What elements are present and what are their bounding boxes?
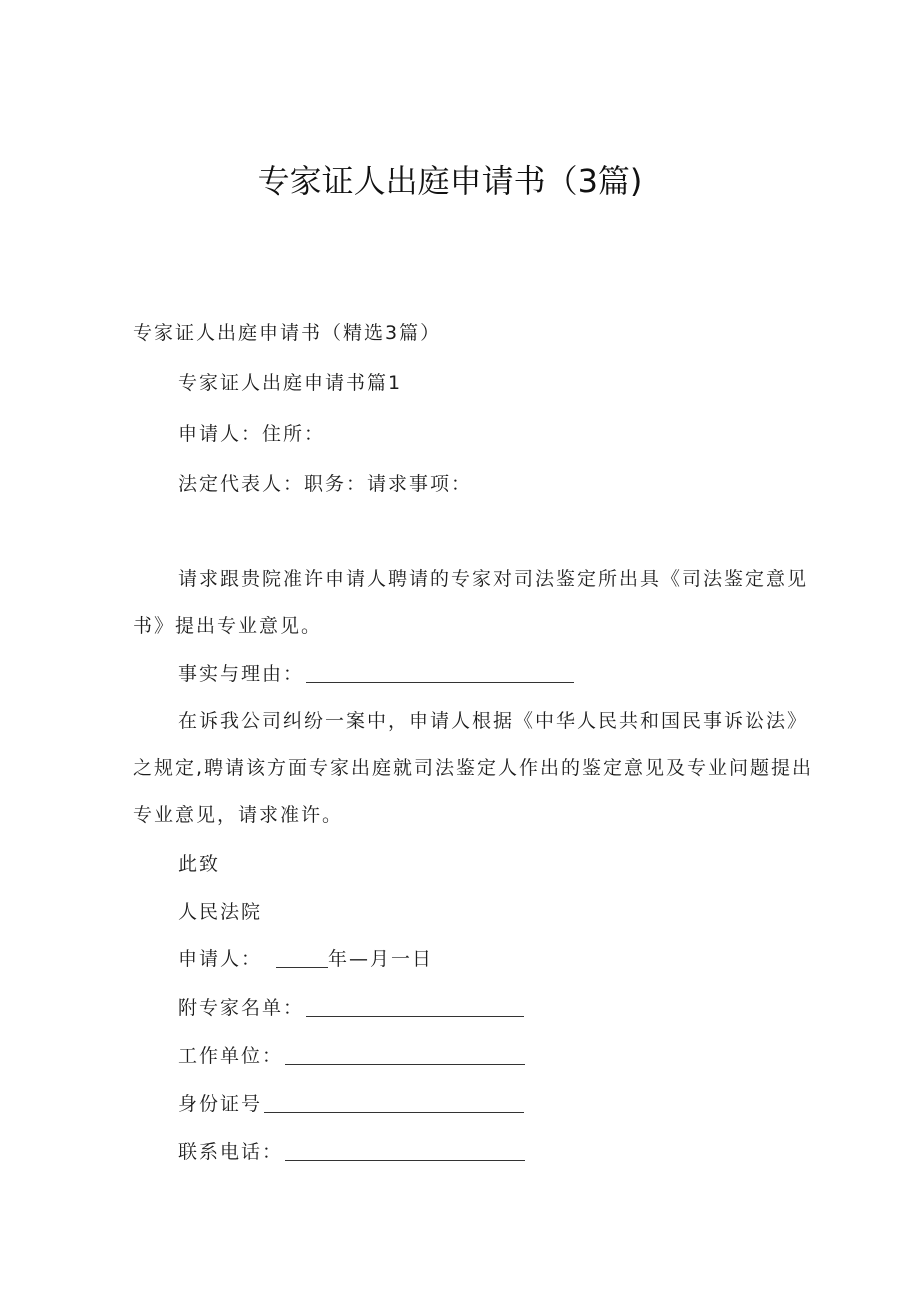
- work-unit-field: [178, 1041, 525, 1068]
- court-name: 人民法院: [178, 901, 263, 923]
- reason-paragraph-line-1: 在诉我公司纠纷一案中，申请人根据《中华人民共和国民事诉讼法》: [178, 710, 809, 732]
- section-heading: 专家证人出庭申请书篇1: [178, 372, 403, 394]
- id-label: 身份证号: [178, 1093, 263, 1115]
- signature-date-line: [178, 944, 433, 971]
- legal-representative-line: 法定代表人：职务：请求事项：: [178, 473, 473, 495]
- expert-list-field: [178, 993, 524, 1020]
- facts-blank-line: [306, 681, 574, 683]
- request-paragraph-line-2: 书》提出专业意见。: [133, 615, 323, 637]
- expert-list-blank-line: [306, 1015, 524, 1017]
- reason-paragraph-line-2: 之规定,聘请该方面专家出庭就司法鉴定人作出的鉴定意见及专业问题提出: [133, 757, 814, 779]
- phone-field: [178, 1137, 525, 1164]
- document-subtitle: 专家证人出庭申请书（精选3篇）: [133, 322, 442, 344]
- closing-salutation: 此致: [178, 853, 221, 875]
- request-paragraph-line-1: 请求跟贵院准许申请人聘请的专家对司法鉴定所出具《司法鉴定意见: [178, 568, 809, 590]
- sign-label: 申请人：: [178, 948, 263, 970]
- expert-list-label: 附专家名单：: [178, 997, 305, 1019]
- facts-and-reasons-field: [178, 659, 574, 686]
- work-unit-label: 工作单位：: [178, 1045, 284, 1067]
- signature-blank-line: [276, 966, 328, 968]
- id-number-field: [178, 1089, 524, 1116]
- facts-label: 事实与理由：: [178, 663, 305, 685]
- reason-paragraph-line-3: 专业意见，请求准许。: [133, 804, 344, 826]
- applicant-line: 申请人：住所：: [178, 423, 326, 445]
- phone-label: 联系电话：: [178, 1141, 284, 1163]
- id-blank-line: [264, 1111, 524, 1113]
- phone-blank-line: [285, 1159, 525, 1161]
- date-text: 年—月一日: [328, 948, 434, 970]
- work-unit-blank-line: [285, 1063, 525, 1065]
- document-title: 专家证人出庭申请书（3篇): [257, 162, 643, 200]
